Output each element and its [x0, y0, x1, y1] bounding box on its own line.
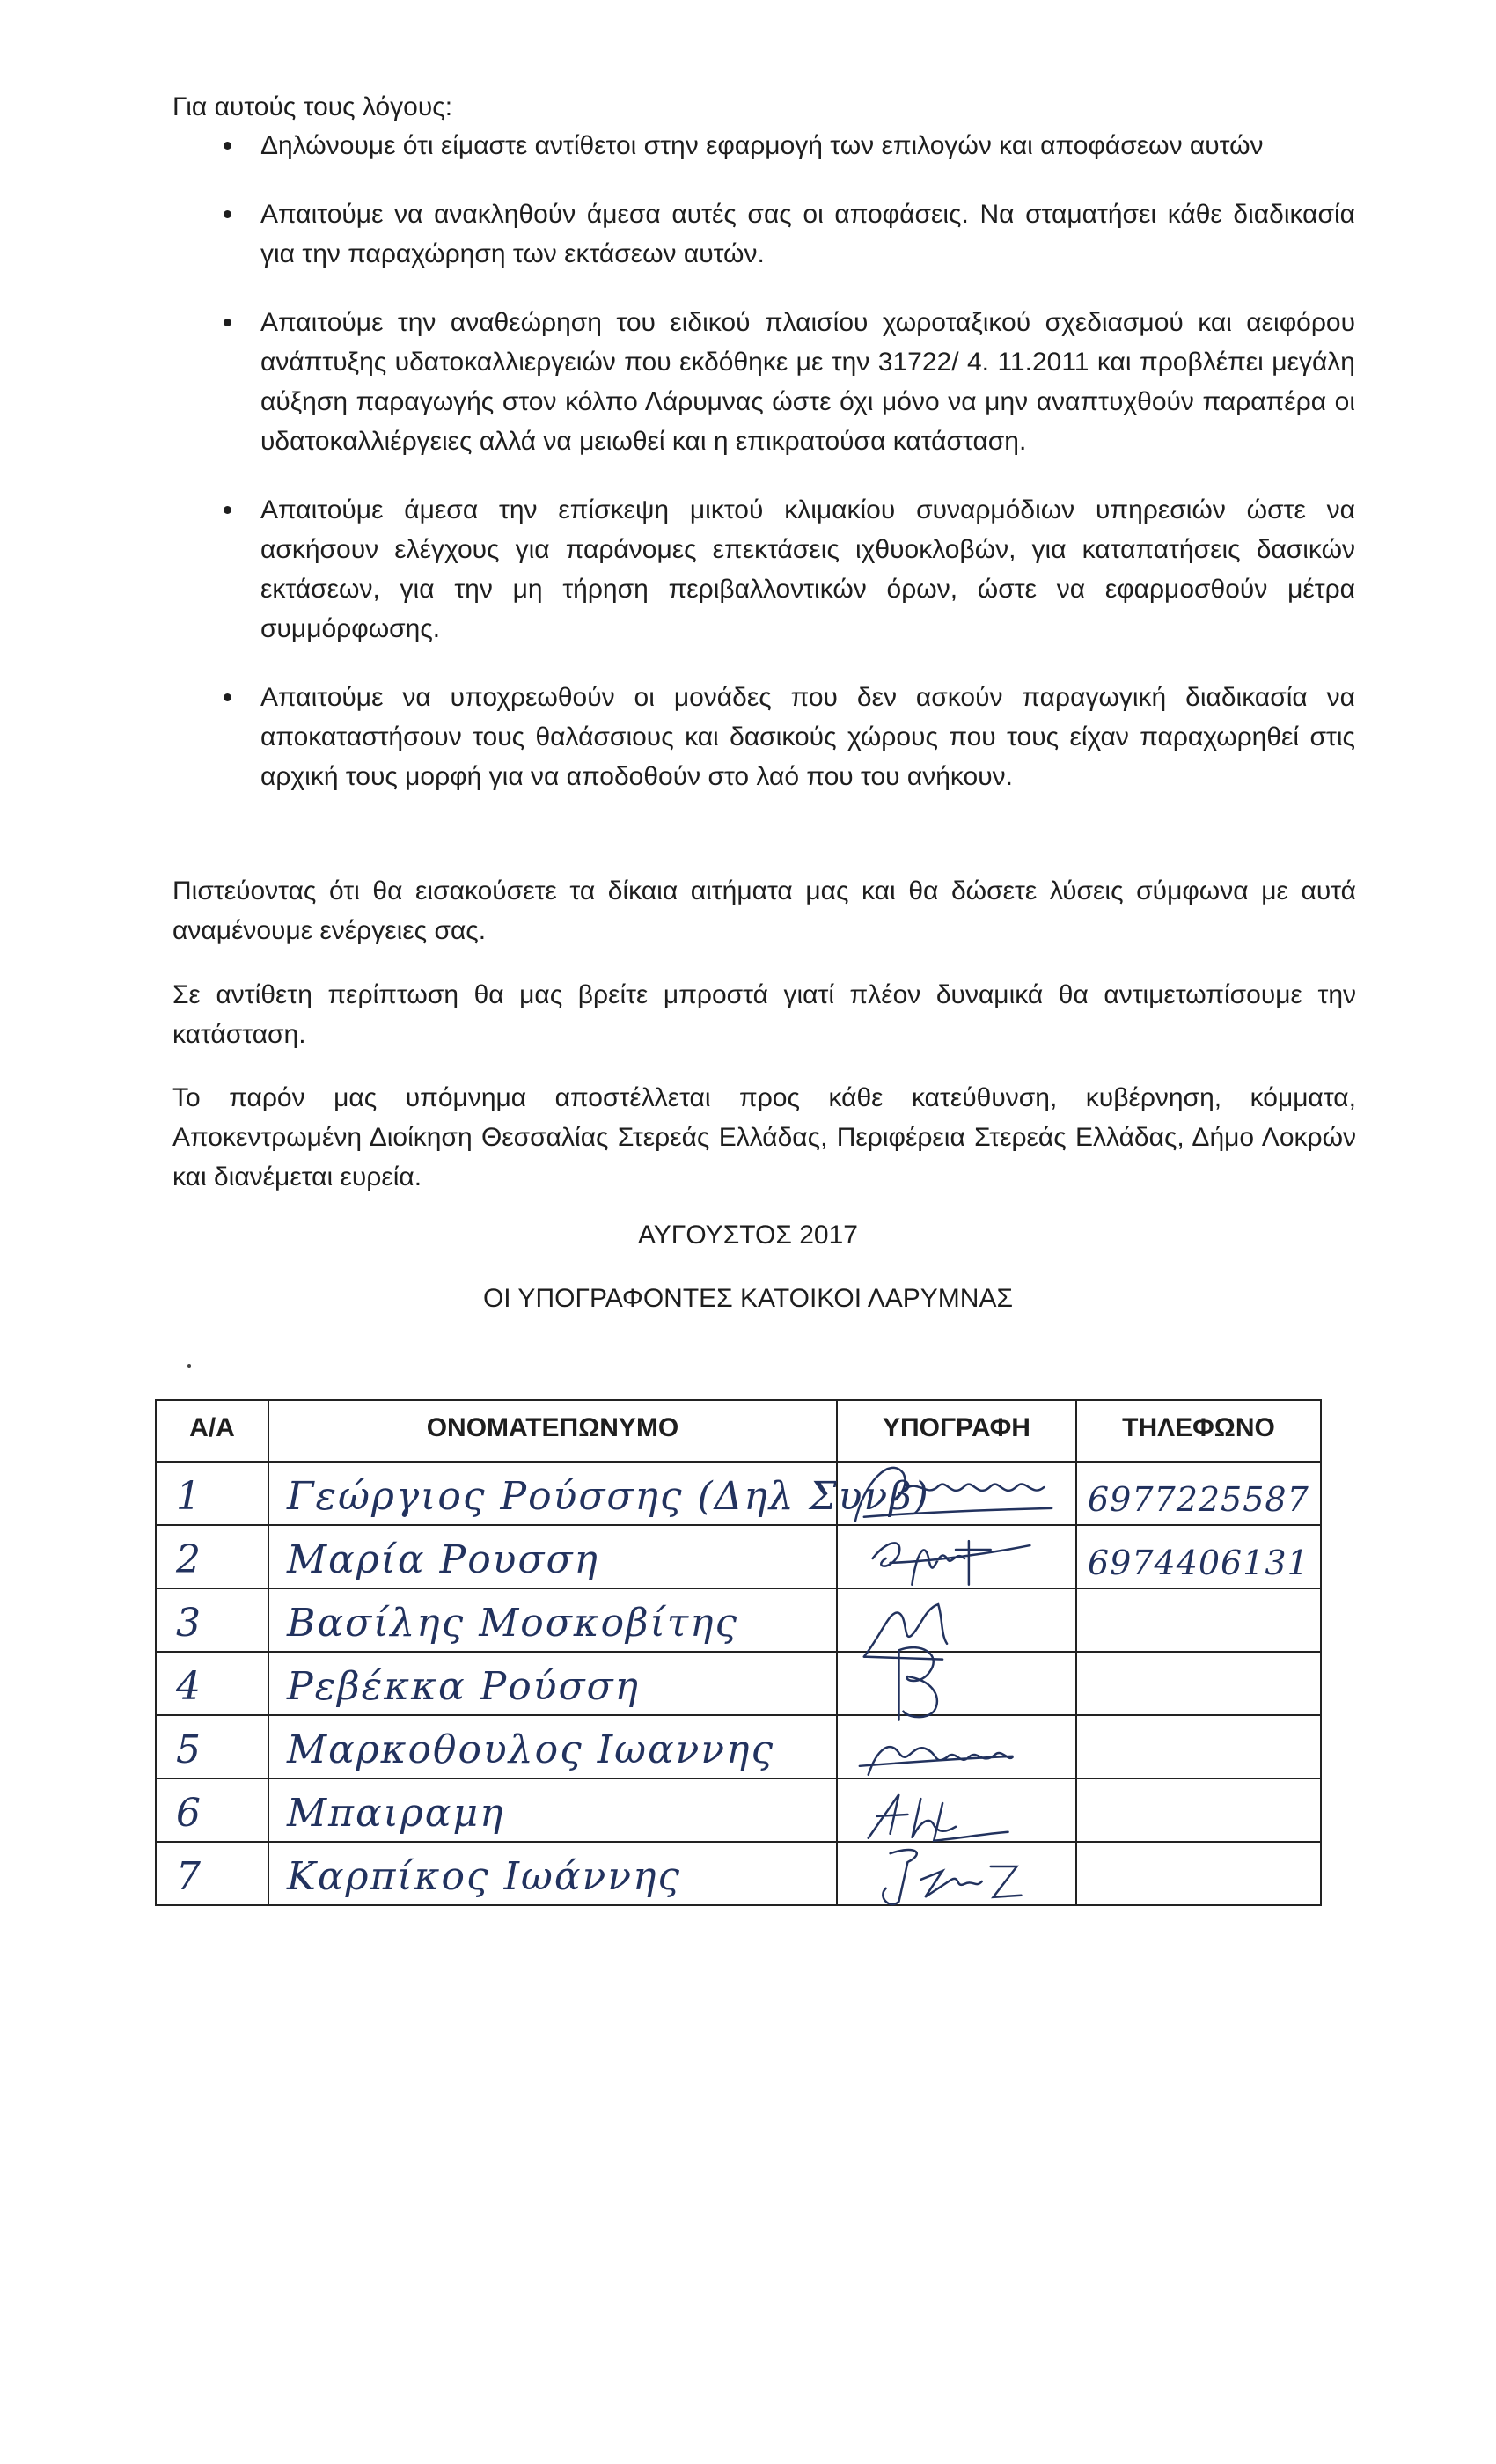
header-signature: ΥΠΟΓΡΑΦΗ [837, 1400, 1076, 1462]
phone-cell [1076, 1842, 1321, 1905]
name-cell [268, 1842, 837, 1905]
signer-name: Καρπίκος Ιωάννης [287, 1854, 682, 1899]
document-date: ΑΥΓΟΥΣΤΟΣ 2017 [638, 1221, 858, 1250]
phone-cell [1076, 1525, 1321, 1588]
handwritten-signature [838, 1827, 1075, 1915]
signer-name: Μπαιραμη [287, 1791, 505, 1836]
row-number: 3 [176, 1601, 201, 1646]
demands-list [211, 126, 1355, 825]
bullet-icon [224, 506, 231, 514]
bullet-icon [224, 210, 231, 218]
table-row [156, 1462, 1321, 1525]
signer-name: Μαρία Ρουσση [287, 1537, 599, 1582]
row-number: 2 [176, 1537, 201, 1582]
name-cell [268, 1778, 837, 1842]
row-number: 6 [176, 1791, 201, 1836]
row-number: 4 [176, 1664, 201, 1709]
phone-number [1077, 1772, 1320, 1778]
table-row [156, 1588, 1321, 1652]
name-cell [268, 1715, 837, 1778]
signer-name: Μαρκοθουλος Ιωαννης [287, 1727, 775, 1772]
table-header-row [156, 1400, 1321, 1462]
row-number: 5 [176, 1727, 201, 1772]
phone-number [1077, 1899, 1320, 1904]
bullet-icon [224, 142, 231, 150]
name-cell [268, 1462, 930, 1525]
demand-text: Απαιτούμε την αναθεώρηση του ειδικού πλαισίου χωροταξικού σχεδιασμού και αειφόρου ανάπτυξης υδατοκαλλιεργειών που εκδόθηκε με την 31722/ 4. 11.2011 και προβλέπει μεγάλη αύξηση παραγωγής στον κόλπο Λάρυμνας ώστε όχι μόνο να μην αναπτυχθούν παραπέρα οι υδατοκαλλιέργειες αλλά να μειωθεί και η επικρατούσα κατάσταση. [260, 308, 1355, 456]
phone-number: 6977225587 [1088, 1480, 1309, 1519]
row-number-cell [156, 1588, 268, 1652]
signature-cell [837, 1842, 1076, 1905]
demand-item [211, 490, 1355, 649]
phone-number [1077, 1836, 1320, 1841]
demand-item [211, 126, 1355, 165]
phone-cell [1076, 1588, 1321, 1652]
demand-text: Απαιτούμε να ανακληθούν άμεσα αυτές σας οι αποφάσεις. Να σταματήσει κάθε διαδικασία για την παραχώρηση των εκτάσεων αυτών. [260, 200, 1355, 268]
table-row [156, 1525, 1321, 1588]
phone-number [1077, 1709, 1320, 1714]
table-row [156, 1652, 1321, 1715]
phone-cell [1076, 1778, 1321, 1842]
signer-name: Ρεβέκκα Ρούσση [287, 1664, 640, 1709]
name-cell [268, 1525, 837, 1588]
demand-item [211, 303, 1355, 461]
name-cell [268, 1588, 837, 1652]
demand-text: Δηλώνουμε ότι είμαστε αντίθετοι στην εφαρμογή των επιλογών και αποφάσεων αυτών [260, 131, 1264, 160]
signers-heading: ΟΙ ΥΠΟΓΡΑΦΟΝΤΕΣ ΚΑΤΟΙΚΟΙ ΛΑΡΥΜΝΑΣ [482, 1284, 1014, 1313]
phone-cell [1076, 1462, 1321, 1525]
row-number-cell [156, 1462, 268, 1525]
header-full-name: ΟΝΟΜΑΤΕΠΩΝΥΜΟ [268, 1400, 837, 1462]
row-number: 7 [176, 1854, 201, 1899]
table-row [156, 1715, 1321, 1778]
header-number: Α/Α [156, 1400, 268, 1462]
row-number: 1 [176, 1474, 201, 1519]
phone-cell [1076, 1715, 1321, 1778]
table-row [156, 1778, 1321, 1842]
bullet-icon [224, 693, 231, 701]
header-phone: ΤΗΛΕΦΩΝΟ [1076, 1400, 1321, 1462]
stray-mark [187, 1364, 191, 1368]
row-number-cell [156, 1525, 268, 1588]
table-row [156, 1842, 1321, 1905]
intro-heading: Για αυτούς τους λόγους: [172, 92, 453, 121]
phone-cell [1076, 1652, 1321, 1715]
row-number-cell [156, 1778, 268, 1842]
closing-paragraph-expectation: Πιστεύοντας ότι θα εισακούσετε τα δίκαια αιτήματα μας και θα δώσετε λύσεις σύμφωνα με αυτά αναμένουμε ενέργειες σας. [172, 876, 1356, 945]
signer-name: Βασίλης Μοσκοβίτης [287, 1601, 739, 1646]
row-number-cell [156, 1652, 268, 1715]
demand-item [211, 194, 1355, 274]
bullet-icon [224, 319, 231, 326]
phone-number [1077, 1646, 1320, 1651]
demand-item [211, 678, 1355, 796]
signatures-table [155, 1399, 1322, 1906]
closing-paragraph-distribution: Το παρόν μας υπόμνημα αποστέλλεται προς κάθε κατεύθυνση, κυβέρνηση, κόμματα, Αποκεντρωμένη Διοίκηση Θεσσαλίας Στερεάς Ελλάδας, Περιφέρεια Στερεάς Ελλάδας, Δήμο Λοκρών και διανέμεται ευρεία. [172, 1083, 1356, 1192]
demand-text: Απαιτούμε άμεσα την επίσκεψη μικτού κλιμακίου συναρμόδιων υπηρεσιών ώστε να ασκήσουν ελέγχους για παράνομες επεκτάσεις ιχθυοκλοβών, για καταπατήσεις δασικών εκτάσεων, για την μη τήρηση περιβαλλοντικών όρων, ώστε να εφαρμοσθούν μέτρα συμμόρφωσης. [260, 495, 1355, 643]
row-number-cell [156, 1842, 268, 1905]
phone-number: 6974406131 [1088, 1544, 1309, 1582]
signer-name: Γεώργιος Ρούσσης (Δηλ Συνβ) [287, 1474, 930, 1519]
demand-text: Απαιτούμε να υποχρεωθούν οι μονάδες που δεν ασκούν παραγωγική διαδικασία να αποκαταστήσουν τους θαλάσσιους και δασικούς χώρους που τους είχαν παραχωρηθεί στις αρχική τους μορφή για να αποδοθούν στο λαό που του ανήκουν. [260, 683, 1355, 791]
row-number-cell [156, 1715, 268, 1778]
name-cell [268, 1652, 837, 1715]
closing-paragraph-warning: Σε αντίθετη περίπτωση θα μας βρείτε μπροστά γιατί πλέον δυναμικά θα αντιμετωπίσουμε την κατάσταση. [172, 980, 1356, 1049]
